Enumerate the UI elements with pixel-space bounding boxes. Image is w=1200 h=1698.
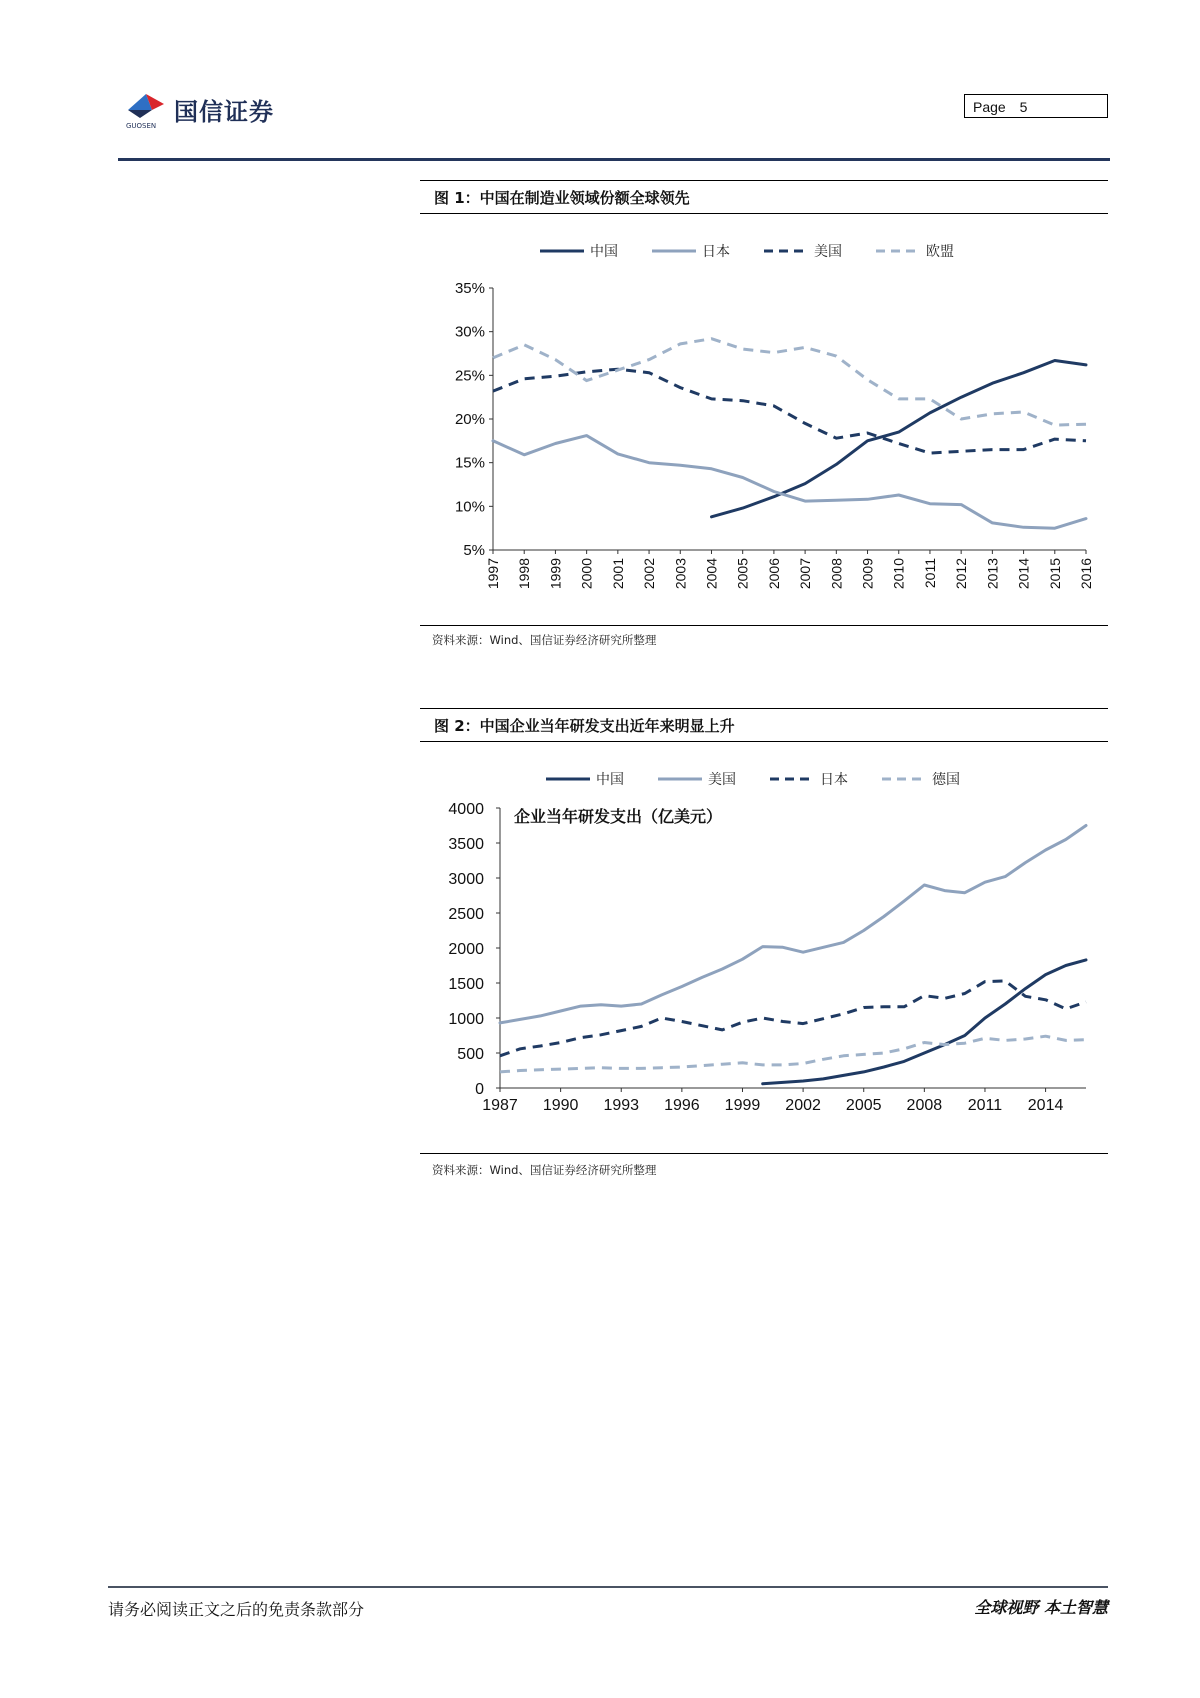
chart1-x-tick-label-15: 2012 — [953, 558, 970, 590]
chart1-legend-label-1: 日本 — [702, 243, 730, 259]
chart1-x-tick-label-18: 2015 — [1046, 558, 1063, 590]
chart2-legend-label-3: 德国 — [932, 771, 960, 787]
chart1-x-tick-label-2: 1999 — [547, 558, 564, 590]
guosen-logo-icon — [124, 88, 166, 124]
chart1-x-tick-label-13: 2010 — [890, 558, 907, 590]
chart1-y-tick-label-3: 20% — [454, 411, 485, 428]
chart2-x-tick-label-3: 1996 — [664, 1097, 700, 1114]
chart2-x-tick-label-9: 2014 — [1027, 1097, 1064, 1114]
figure2-chart — [420, 752, 1108, 1152]
chart1-y-tick-label-1: 10% — [454, 498, 485, 516]
chart1-legend-label-2: 美国 — [814, 243, 842, 259]
figure2-bottom-rule — [420, 1153, 1108, 1154]
figure1-source: 资料来源：Wind、国信证券经济研究所整理 — [432, 633, 657, 647]
chart2-series-3-line — [500, 1036, 1086, 1072]
chart1-x-tick-label-1: 1998 — [516, 558, 533, 590]
chart1-legend-label-3: 欧盟 — [926, 243, 954, 259]
chart2-x-tick-label-1: 1990 — [542, 1097, 579, 1114]
slogan: 全球视野 本土智慧 — [974, 1598, 1108, 1617]
chart1-x-tick-label-14: 2011 — [921, 558, 938, 589]
company-name: 国信证券 — [174, 98, 274, 126]
chart1-x-tick-label-16: 2013 — [984, 558, 1001, 590]
chart2-x-tick-label-0: 1987 — [482, 1097, 518, 1114]
chart2-y-tick-label-5: 2500 — [448, 906, 484, 923]
chart2-x-tick-label-4: 1999 — [724, 1097, 761, 1114]
page-number: 5 — [1019, 99, 1028, 115]
chart2-series-1-line — [500, 826, 1086, 1023]
chart1-y-tick-label-6: 35% — [454, 280, 485, 297]
chart1-legend-label-0: 中国 — [590, 243, 618, 259]
chart2-series-2-line — [500, 981, 1086, 1056]
chart2-legend-label-1: 美国 — [708, 771, 736, 787]
chart2-x-tick-label-5: 2002 — [785, 1097, 821, 1114]
chart2-legend-label-0: 中国 — [596, 771, 624, 787]
chart1-y-tick-label-5: 30% — [454, 323, 485, 341]
page-indicator — [964, 94, 1108, 118]
figure1-chart — [420, 224, 1108, 624]
chart1-x-tick-label-9: 2006 — [765, 558, 782, 590]
disclaimer-note: 请务必阅读正文之后的免责条款部分 — [108, 1600, 365, 1619]
chart2-x-tick-label-2: 1993 — [603, 1097, 640, 1114]
footer-divider — [108, 1586, 1108, 1588]
chart1-x-tick-label-5: 2002 — [641, 558, 658, 590]
chart2-y-tick-label-2: 1000 — [448, 1011, 484, 1028]
figure2-title: 图 2：中国企业当年研发支出近年来明显上升 — [420, 708, 1108, 742]
chart1-x-tick-label-6: 2003 — [672, 558, 689, 590]
chart2-series-0-line — [763, 960, 1086, 1084]
chart2-x-tick-label-6: 2005 — [845, 1097, 882, 1114]
page-label: Page — [973, 99, 1006, 115]
chart2-y-tick-label-0: 0 — [475, 1081, 484, 1098]
chart1-x-tick-label-12: 2009 — [859, 558, 876, 590]
figure1-bottom-rule — [420, 625, 1108, 626]
chart2-legend-label-2: 日本 — [820, 771, 848, 787]
company-name-en: GUOSEN — [126, 122, 157, 130]
chart1-x-tick-label-10: 2007 — [797, 558, 814, 590]
chart2-x-tick-label-8: 2011 — [967, 1097, 1003, 1114]
chart2-y-tick-label-7: 3500 — [448, 836, 484, 853]
chart1-x-tick-label-19: 2016 — [1078, 558, 1094, 590]
chart1-x-tick-label-7: 2004 — [703, 558, 720, 590]
chart2-y-tick-label-6: 3000 — [448, 871, 484, 888]
chart2-y-tick-label-4: 2000 — [448, 941, 484, 958]
figure2-source: 资料来源：Wind、国信证券经济研究所整理 — [432, 1163, 657, 1177]
header-divider — [118, 158, 1110, 161]
chart1-y-tick-label-4: 25% — [454, 367, 485, 385]
chart2-x-tick-label-7: 2008 — [906, 1097, 943, 1114]
company-logo — [124, 88, 304, 132]
chart1-x-tick-label-11: 2008 — [828, 558, 845, 590]
chart2-y-tick-label-8: 4000 — [448, 801, 484, 818]
chart1-y-tick-label-0: 5% — [463, 542, 485, 559]
chart1-series-1-line — [493, 436, 1086, 529]
chart1-x-tick-label-3: 2000 — [578, 558, 595, 590]
chart2-y-tick-label-3: 1500 — [448, 976, 484, 993]
chart1-x-tick-label-4: 2001 — [609, 558, 626, 590]
chart1-x-tick-label-17: 2014 — [1015, 558, 1032, 590]
chart1-series-0-line — [712, 361, 1087, 517]
chart2-title: 企业当年研发支出（亿美元） — [514, 809, 723, 826]
figure1-title: 图 1：中国在制造业领域份额全球领先 — [420, 180, 1108, 214]
chart2-y-tick-label-1: 500 — [457, 1046, 484, 1063]
chart1-x-tick-label-8: 2005 — [734, 558, 751, 590]
chart1-x-tick-label-0: 1997 — [485, 558, 501, 590]
chart1-y-tick-label-2: 15% — [454, 454, 485, 472]
